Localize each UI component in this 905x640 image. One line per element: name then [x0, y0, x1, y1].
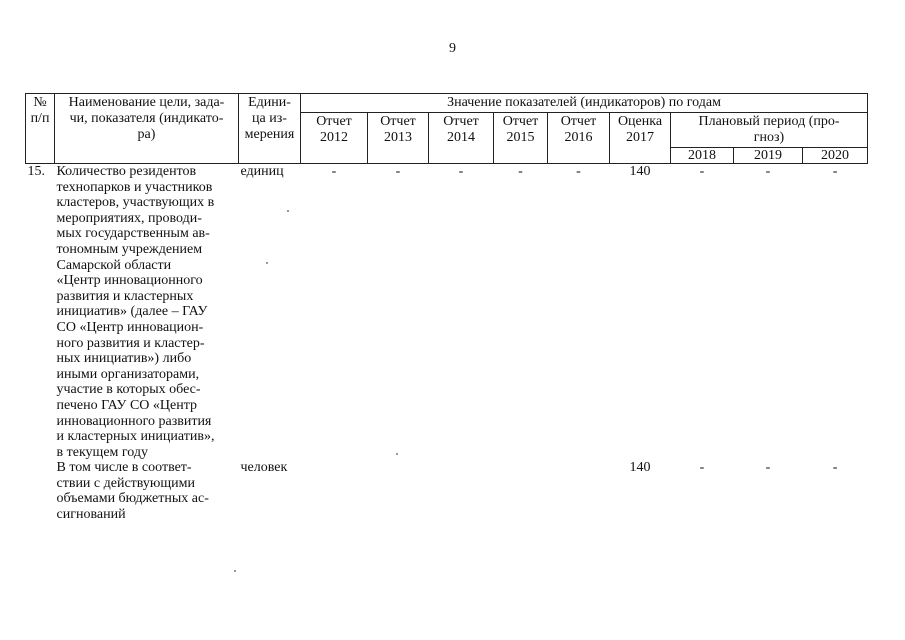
value-2018: - — [699, 164, 705, 179]
header-name: Наименование цели, зада- чи, показателя (индикато- ра) — [55, 94, 239, 164]
indicator-name-line: в текущем году — [56, 444, 149, 460]
value-2019: - — [765, 164, 771, 179]
indicator-name-line: кластеров, участвующих в — [56, 195, 215, 211]
scan-speck — [287, 210, 289, 212]
header-year-2017: Оценка 2017 — [610, 113, 671, 164]
row-number — [26, 460, 55, 522]
indicator-name-lines — [57, 164, 237, 460]
value-2017: 140 — [629, 164, 651, 179]
indicator-name-line: «Центр инновационного — [56, 273, 203, 289]
indicator-name-line: ных инициатив») либо — [56, 351, 192, 367]
header-year-2015: Отчет 2015 — [494, 113, 548, 164]
indicator-name-line: печено ГАУ СО «Центр — [56, 397, 198, 413]
header-planned-2019: 2019 — [734, 148, 803, 164]
value-2019: - — [765, 460, 771, 476]
value-2018: - — [699, 460, 705, 476]
indicator-name-lines — [57, 460, 237, 522]
indicator-name-line: мых государственным ав- — [56, 226, 210, 242]
indicator-name-line: инновационного развития — [56, 413, 212, 429]
indicator-name-line: и кластерных инициатив», — [56, 429, 215, 445]
value-2012: - — [331, 164, 337, 179]
scan-speck — [266, 262, 268, 264]
indicator-name-line: СО «Центр инновацион- — [56, 319, 204, 335]
indicator-name-line: технопарков и участников — [56, 179, 213, 195]
value-2014: - — [458, 164, 464, 179]
header-values-group: Значение показателей (индикаторов) по годам — [301, 94, 868, 113]
indicator-name-line: ного развития и кластер- — [56, 335, 205, 351]
indicator-name-line: сигнований — [56, 507, 126, 523]
scan-speck — [396, 453, 398, 455]
value-2016: - — [576, 164, 581, 179]
value-2016 — [548, 460, 610, 522]
header-planned-group: Плановый период (про- гноз) — [671, 113, 868, 148]
row-number: 15. — [27, 164, 45, 179]
value-2015: - — [518, 164, 523, 179]
indicator-name-line: Самарской области — [56, 257, 172, 273]
value-2020: - — [832, 164, 838, 179]
indicator-name-line: инициатив» (далее – ГАУ — [56, 304, 208, 320]
header-year-2013: Отчет 2013 — [368, 113, 429, 164]
header-year-2016: Отчет 2016 — [548, 113, 610, 164]
indicator-name — [55, 164, 239, 461]
header-planned-2020: 2020 — [803, 148, 868, 164]
value-2013: - — [395, 164, 401, 179]
table-row — [26, 460, 868, 522]
scan-speck — [234, 570, 236, 572]
indicator-name-line: развития и кластерных — [56, 288, 194, 304]
header-planned-2018: 2018 — [671, 148, 734, 164]
value-2020: - — [832, 460, 838, 476]
unit-cell: единиц — [240, 164, 284, 179]
value-2014 — [429, 460, 494, 522]
indicator-name-line: участие в которых обес- — [56, 382, 201, 398]
indicator-name — [55, 460, 239, 522]
header-unit: Едини- ца из- мерения — [239, 94, 301, 164]
value-2012 — [301, 460, 368, 522]
value-2015 — [494, 460, 548, 522]
indicator-name-line: объемами бюджетных ас- — [56, 491, 209, 507]
value-2017: 140 — [629, 460, 651, 476]
header-num: № п/п — [26, 94, 55, 164]
indicator-name-line: ствии с действующими — [56, 475, 196, 491]
indicator-name-line: тономным учреждением — [56, 241, 203, 257]
page-number: 9 — [449, 41, 456, 56]
indicator-name-line: В том числе в соответ- — [56, 460, 192, 476]
indicator-name-line: Количество резидентов — [56, 164, 197, 179]
indicator-name-line: мероприятиях, проводи- — [56, 210, 202, 226]
value-2013 — [368, 460, 429, 522]
header-year-2012: Отчет 2012 — [301, 113, 368, 164]
indicators-table — [25, 93, 868, 523]
table-row — [26, 164, 868, 461]
indicator-name-line: иными организаторами, — [56, 366, 200, 382]
unit-cell: человек — [240, 460, 288, 476]
header-year-2014: Отчет 2014 — [429, 113, 494, 164]
